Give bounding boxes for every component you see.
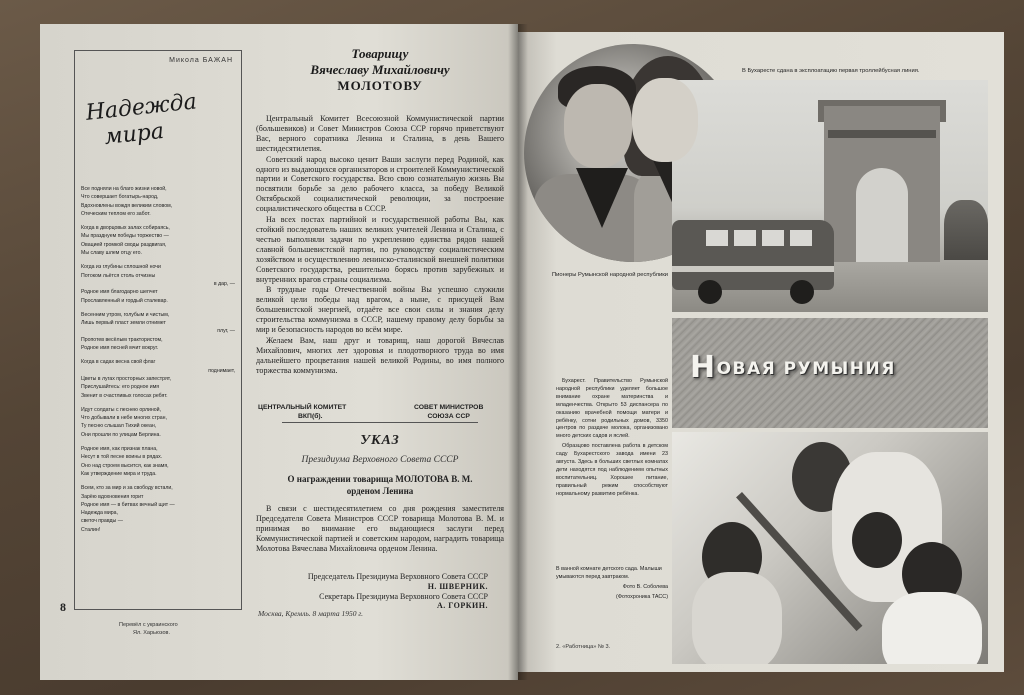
ukaz-heading bbox=[256, 474, 504, 497]
signature-line: СОВЕТ МИНИСТРОВ bbox=[414, 404, 484, 411]
signature-title: Секретарь Президиума Верховного Совета СССР bbox=[319, 591, 488, 601]
poem-line: Лишь первый пласт земли отнимет bbox=[81, 320, 166, 327]
poem-stanza bbox=[81, 445, 235, 478]
ukaz-body: В связи с шестидесятилетием со дня рождения заместителя Председателя Совета Министров СССР товарища Молотова В. М. и принимая во внимание его выдающиеся заслуги перед Коммунистической партией и советским народом, наградить товарища Молотова Вячеслава Михайловича орденом Ленина. bbox=[256, 504, 504, 553]
poem-line: светоч правды — bbox=[81, 518, 123, 525]
caption-text: В ванной комнате детского сада. Малыши умываются перед завтраком. bbox=[556, 566, 662, 580]
poem-line: Прославленный и гордый сталевар. bbox=[81, 297, 168, 304]
ukaz-heading-line: орденом Ленина bbox=[346, 485, 414, 496]
translator-line: Перевёл с украинского bbox=[119, 622, 178, 628]
letter-heading bbox=[260, 46, 500, 94]
letter-paragraph: На всех постах партийной и государственной работы Вы, как стойкий последователь наших великих учителей Ленина и Сталина, с честью выполняли задачи по укреплению единства рядов нашей славной большевистской партии, по руководству социалистическим хозяйством и осуществлению ленинско-сталинской внешней политики Советского государства, решительно борясь против зарубежных и внутренних врагов страны социализма. bbox=[256, 215, 504, 284]
letter-paragraph: Советский народ высоко ценит Ваши заслуги перед Родиной, как одного из выдающихся организаторов и строителей Коммунистической партии и Советского государства. Всю свою сознательную жизнь Вы посвятили борьбе за дело рабочего класса, за победу Великой Октябрьской социалистической революции, за построение социалистического общества в СССР. bbox=[256, 154, 504, 214]
signature-line: СОЮЗА ССР bbox=[427, 413, 470, 420]
page-footer: 2. «Работница» № 3. bbox=[556, 644, 611, 650]
poem-line: Когда в садах весна свой флаг bbox=[81, 359, 156, 366]
poem-line: Оно над строем высится, как знамя, bbox=[81, 462, 169, 469]
poem-line: Сталин! bbox=[81, 526, 101, 533]
poem-line: Мы празднуем победы торжество — bbox=[81, 233, 169, 240]
title-rest: ОВАЯ РУМЫНИЯ bbox=[716, 359, 896, 379]
romania-article bbox=[556, 378, 668, 501]
poem-line: Зарёю вдохновения горит bbox=[81, 493, 144, 500]
magazine-spine bbox=[508, 24, 528, 680]
poem-title bbox=[85, 89, 201, 152]
article-paragraph: Бухарест. Правительство Румынской народной республики уделяет большое внимание охране материнства и младенчества. Открыто 53 диспансера по оказанию врачебной помощи матери и ребёнку, сотни родильных домов, 3350 центров по раздаче молока, организовано много детских садов и яслей. bbox=[556, 378, 668, 440]
poem-stanza bbox=[81, 185, 235, 218]
poem-line: Что совершает богатырь-народ, bbox=[81, 194, 159, 201]
signature-title: Председатель Президиума Верховного Совета СССР bbox=[307, 572, 488, 581]
photo-credit: (Фотохроника ТАСС) bbox=[616, 593, 668, 600]
poem-line: Потоком льётся столь отчизны bbox=[81, 272, 156, 279]
letter-body bbox=[256, 114, 504, 377]
letter-addressee: МОЛОТОВУ bbox=[337, 78, 423, 93]
article-paragraph: Образцово поставлена работа в детском саду Бухарестского завода имени 23 августа. Здесь в больших светлых комнатах дети находятся под наблюдением опытных воспитательниц. Хорошее питание, правильный режим способствуют нормальному развитию ребёнка. bbox=[556, 443, 668, 497]
poem-line: Что добывали в небе многих стран, bbox=[81, 415, 167, 422]
poem-line: Родное имя благодарно шепчет bbox=[81, 289, 158, 296]
poem-line: Когда в дворцовых залах собираясь, bbox=[81, 225, 170, 232]
triumphal-arch-photo bbox=[672, 80, 988, 312]
poem-stanza bbox=[81, 263, 235, 304]
poem-line: Родное имя песней мчит вокруг. bbox=[81, 345, 159, 352]
poem-line: Родное имя — в битвах вечный щит — bbox=[81, 501, 175, 508]
pioneers-caption: Пионеры Румынской народной республики bbox=[552, 272, 668, 278]
page-number: 8 bbox=[60, 600, 66, 614]
poem-title-line: Надежда bbox=[84, 89, 198, 126]
poem-stanza bbox=[81, 311, 235, 352]
poem-line: в дар, — bbox=[213, 280, 235, 287]
poem-line: Вдохновлены вождя великим словом, bbox=[81, 202, 173, 209]
poem-line: плуг, — bbox=[217, 328, 235, 335]
poem-title-line: мира bbox=[103, 118, 166, 151]
ukaz-signatures bbox=[256, 572, 488, 611]
poem-line: Идут солдаты с песнею орлиной, bbox=[81, 406, 161, 413]
signature-name: Н. ШВЕРНИК. bbox=[427, 581, 488, 591]
ukaz-heading-line: О награждении товарища МОЛОТОВА В. М. bbox=[287, 474, 473, 484]
poem-line: Все подняли на благо жизни новой, bbox=[81, 186, 167, 192]
trolleybus-caption: В Бухаресте сдана в эксплоатацию первая троллейбусная линия. bbox=[742, 68, 920, 74]
ukaz-title: УКАЗ bbox=[360, 433, 400, 448]
poem-translator bbox=[119, 621, 178, 637]
signature-name: А. ГОРКИН. bbox=[436, 601, 488, 611]
poem-stanza bbox=[81, 484, 235, 534]
washroom-caption bbox=[556, 566, 668, 602]
signature-line: ЦЕНТРАЛЬНЫЙ КОМИТЕТ bbox=[258, 404, 347, 411]
poem-line: Как утверждение мира и труда. bbox=[81, 470, 157, 477]
poem-line: Они прошли по улицам Берлина. bbox=[81, 431, 161, 438]
poem-line: Цветы в лугах просторных запестрят, bbox=[81, 375, 172, 382]
letter-paragraph: В трудные годы Отечественной войны Вы успешно служили великой цели победы над врагом, а ныне, с присущей Вам большевистской энергией, отдаёте все свои силы и знания делу строительства коммунизма в СССР, нашему правому делу борьбы за мир и безопасность народов во всём мире. bbox=[256, 285, 504, 335]
new-romania-title bbox=[690, 350, 896, 385]
photo-credit: Фото В. Соболева bbox=[622, 583, 668, 590]
poem-line: Звенит в счастливых голосах ребят. bbox=[81, 392, 168, 399]
divider bbox=[282, 422, 478, 423]
poem-line: Пропотев весёлым трактористом, bbox=[81, 336, 163, 343]
ukaz-date: Москва, Кремль. 8 марта 1950 г. bbox=[258, 609, 364, 618]
poem-line: поднимает, bbox=[208, 367, 235, 374]
signature-line: ВКП(б). bbox=[298, 413, 323, 420]
poem-stanza bbox=[81, 358, 235, 399]
signature-central-committee bbox=[258, 403, 346, 421]
poem-line: Всем, кто за мир и за свободу встали, bbox=[81, 485, 173, 492]
poem-stanza bbox=[81, 224, 235, 257]
poem-line: Весенним утром, голубым и чистым, bbox=[81, 311, 170, 318]
signature-council-ministers bbox=[414, 403, 483, 421]
poem-author: Микола БАЖАН bbox=[169, 57, 233, 64]
ukaz-subtitle: Президиума Верховного Совета СССР bbox=[301, 455, 459, 465]
letter-paragraph: Центральный Комитет Всесоюзной Коммунистической партии (большевиков) и Совет Министров Союза ССР горячо приветствуют Вас, верного соратника Ленина и Сталина, в день Вашего шестидесятилетия. bbox=[256, 114, 504, 153]
poem-line: Мы славу шлем отцу его. bbox=[81, 250, 142, 257]
poem-frame bbox=[74, 50, 242, 636]
poem-line: Прислушайтесь: его родное имя bbox=[81, 384, 160, 391]
poem-line: Надежда мира, bbox=[81, 510, 118, 517]
poem-line: Несут в той песне воины в рядах. bbox=[81, 454, 163, 461]
poem-line: Отеческим теплом его забот. bbox=[81, 210, 151, 217]
poem-line: Родное имя, как признак плана, bbox=[81, 446, 158, 453]
poem-line: Ту песню слышал Тихий океан, bbox=[81, 423, 157, 430]
poem-line: Когда из глубины сплошной ночи bbox=[81, 264, 161, 271]
poem-stanza bbox=[81, 406, 235, 439]
kindergarten-washroom-photo bbox=[672, 432, 988, 664]
poem-line: Овацией громкой своды раздвигая, bbox=[81, 241, 167, 248]
letter-salutation: Товарищу bbox=[351, 46, 409, 61]
title-initial: Н bbox=[690, 350, 717, 385]
poem-text bbox=[81, 185, 235, 540]
letter-paragraph: Желаем Вам, наш друг и товарищ, наш дорогой Вячеслав Михайлович, многих лет здоровья и плодотворного труда во имя дальнейшего процветания нашей великой Родины, во имя полного торжества коммунизма. bbox=[256, 335, 504, 375]
translator-line: Ял. Харьюзов. bbox=[133, 630, 170, 636]
letter-salutation: Вячеславу Михайловичу bbox=[310, 62, 450, 77]
